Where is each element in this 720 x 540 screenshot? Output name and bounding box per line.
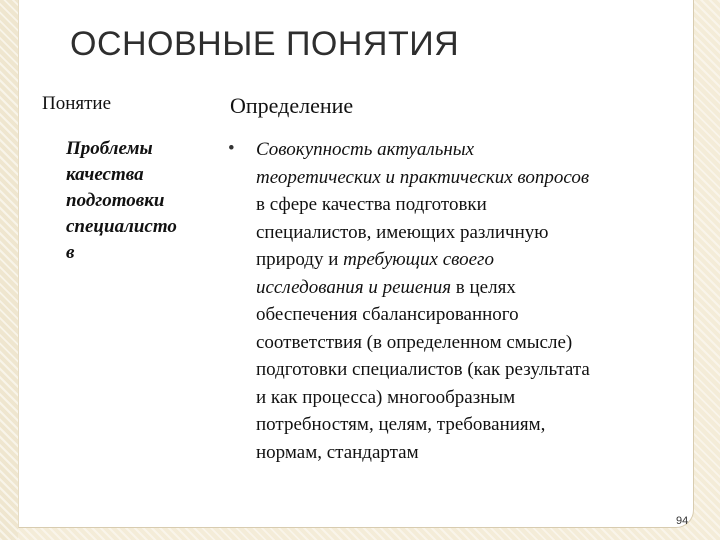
term-line: качества — [66, 164, 144, 185]
definition-line: и как процесса) многообразным — [256, 386, 516, 408]
definition-line: подготовки специалистов (как результата — [256, 359, 590, 380]
definition-line: соответствия (в определенном смысле) — [256, 331, 573, 353]
decorative-left-strip — [0, 0, 18, 540]
term-line: Проблемы — [66, 138, 153, 159]
term-line: в — [66, 242, 75, 263]
definition-line: исследования и решения в целях — [256, 276, 516, 298]
definition-cell — [256, 136, 696, 466]
column-header-term: Понятие — [42, 93, 112, 114]
term-cell — [66, 136, 216, 266]
definition-line: природу и требующих своего — [256, 249, 494, 270]
definition-line: теоретических и практических вопросов — [256, 166, 590, 188]
term-line: специалисто — [66, 216, 177, 237]
definition-line: потребностям, целям, требованиям, — [256, 414, 546, 435]
definition-line: в сфере качества подготовки — [256, 194, 487, 215]
page-number: 94 — [676, 515, 689, 527]
slide-title: ОСНОВНЫЕ ПОНЯТИЯ — [70, 25, 460, 63]
bullet-icon: • — [228, 138, 235, 159]
column-header-definition: Определение — [230, 93, 354, 118]
definition-line: нормам, стандартам — [256, 441, 419, 463]
definition-line: специалистов, имеющих различную — [256, 221, 549, 243]
definition-line: обеспечения сбалансированного — [256, 304, 519, 325]
term-line: подготовки — [66, 190, 165, 211]
definition-line: Совокупность актуальных — [256, 139, 475, 160]
